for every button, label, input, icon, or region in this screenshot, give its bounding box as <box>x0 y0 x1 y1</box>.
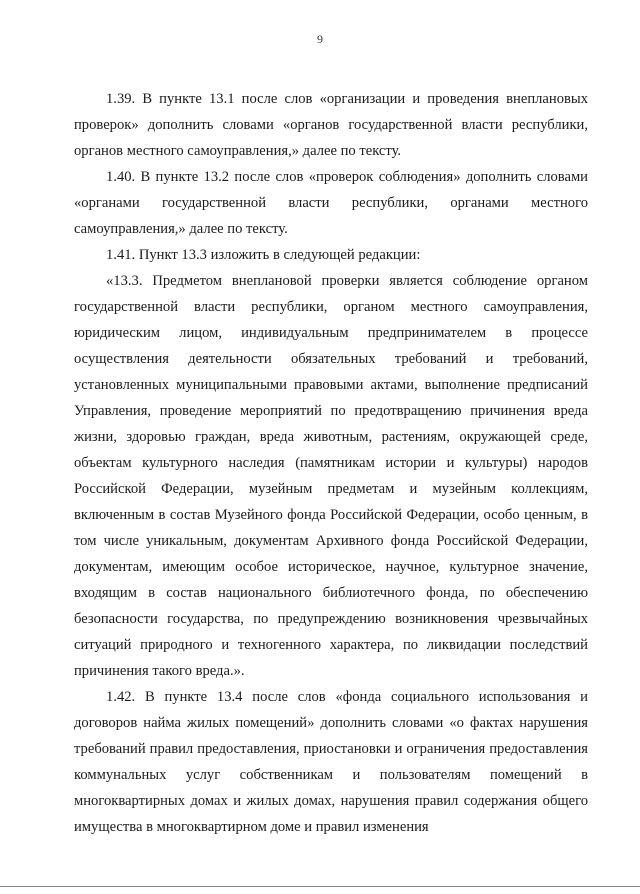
paragraph-1-39: 1.39. В пункте 13.1 после слов «организации и проведения внеплановых проверок» дополнить словами «органов государственной власти республики, органов местного самоуправления,» далее по тексту. <box>74 91 588 159</box>
page-bottom-edge <box>0 886 640 887</box>
paragraph-1-40: 1.40. В пункте 13.2 после слов «проверок соблюдения» дополнить словами «органами государственной власти республики, органами местного самоуправления,» далее по тексту. <box>74 169 588 237</box>
page-number: 9 <box>317 32 323 46</box>
paragraph-1-42: 1.42. В пункте 13.4 после слов «фонда социального использования и договоров найма жилых помещений» дополнить словами «о фактах нарушения требований правил предоставления, приостановки и ограничения предоставления коммунальных услуг собственникам и пользователям помещений в многоквартирных домах и жилых домах, нарушения правил содержания общего имущества в многоквартирном доме и правил изменения <box>74 689 588 835</box>
document-body <box>74 86 588 840</box>
paragraph-1-41: 1.41. Пункт 13.3 изложить в следующей редакции: <box>106 247 421 263</box>
paragraph-13-3-text: «13.3. Предметом внеплановой проверки является соблюдение органом государственной власти республики, органом местного самоуправления, юридическим лицом, индивидуальным предпринимателем в процессе осуществления деятельности обязательных требований и требований, установленных муниципальными правовыми актами, выполнение предписаний Управления, проведение мероприятий по предотвращению причинения вреда жизни, здоровью граждан, вреда животным, растениям, окружающей среде, объектам культурного наследия (памятникам истории и культуры) народов Российской Федерации, музейным предметам и музейным коллекциям, включенным в состав Музейного фонда Российской Федерации, особо ценным, в том числе уникальным, документам Архивного фонда Российской Федерации, документам, имеющим особое историческое, научное, культурное значение, входящим в состав национального библиотечного фонда, по обеспечению безопасности государства, по предупреждению возникновения чрезвычайных ситуаций природного и техногенного характера, по ликвидации последствий причинения такого вреда.». <box>74 273 588 679</box>
